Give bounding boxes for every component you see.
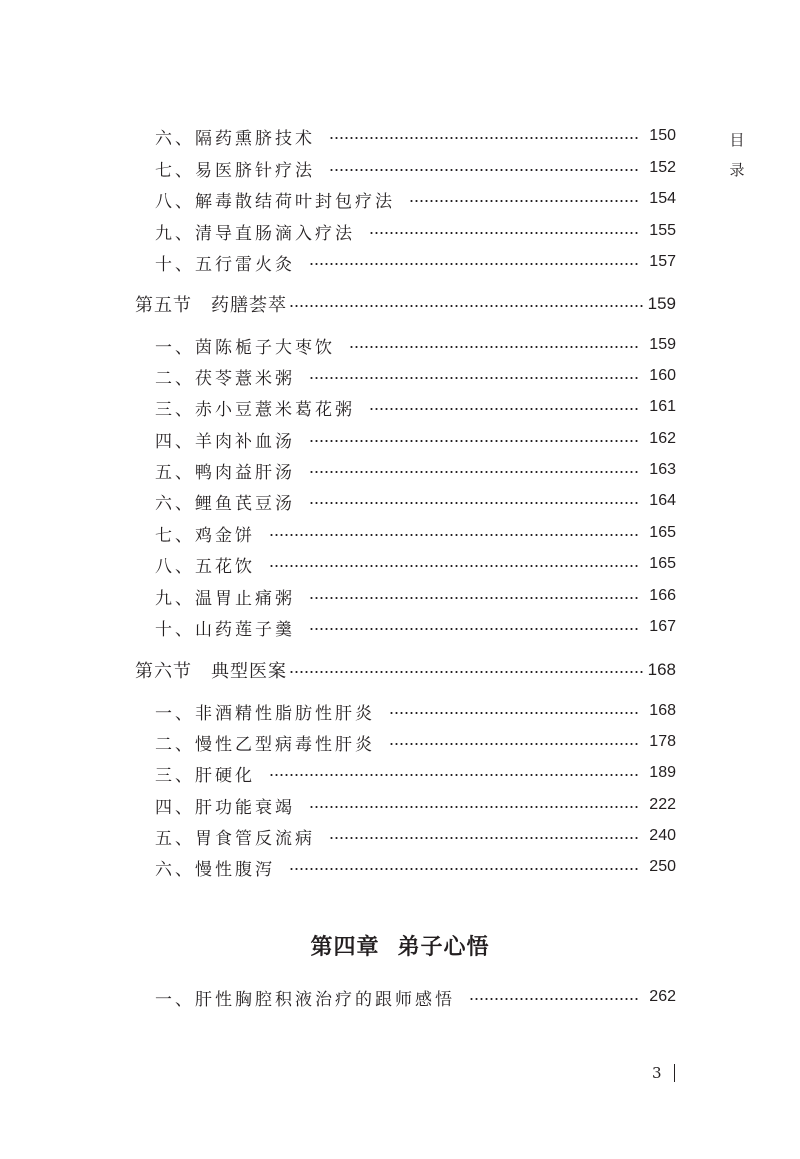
toc-section-heading[interactable] xyxy=(135,291,676,317)
dot-leader xyxy=(309,262,640,266)
toc-entry-title: 三、肝硬化 xyxy=(155,765,255,786)
toc-entry-title: 一、肝性胸腔积液治疗的跟师感悟 xyxy=(155,989,455,1010)
dot-leader xyxy=(289,304,644,308)
toc-entry-title: 一、非酒精性脂肪性肝炎 xyxy=(155,703,375,724)
dot-leader xyxy=(329,168,640,172)
toc-entry[interactable] xyxy=(155,792,676,818)
side-label-char: 目 xyxy=(729,131,745,149)
toc-entry-page: 155 xyxy=(649,222,676,239)
toc-entry-title: 六、慢性腹泻 xyxy=(155,859,275,880)
toc-entry[interactable] xyxy=(155,823,676,849)
toc-entry-title: 七、易医脐针疗法 xyxy=(155,160,315,181)
toc-entry-page: 157 xyxy=(649,253,676,270)
toc-entry[interactable] xyxy=(155,457,676,483)
toc-side-label xyxy=(727,125,747,185)
toc-entry-page: 167 xyxy=(649,618,676,635)
toc-entry[interactable] xyxy=(155,520,676,546)
toc-entry-page: 163 xyxy=(649,461,676,478)
toc-entry-page: 166 xyxy=(649,587,676,604)
dot-leader xyxy=(289,670,644,674)
chapter-number: 第四章 xyxy=(310,934,380,960)
dot-leader xyxy=(389,742,640,746)
toc-entry-title: 二、茯苓薏米粥 xyxy=(155,368,295,389)
toc-entry-title: 四、羊肉补血汤 xyxy=(155,431,295,452)
toc-entry-page: 165 xyxy=(649,555,676,572)
toc-section-page: 168 xyxy=(647,660,676,679)
toc-entry-page: 164 xyxy=(649,492,676,509)
toc-entry-page: 152 xyxy=(649,159,676,176)
toc-entry-page: 161 xyxy=(649,398,676,415)
toc-entry-title: 一、茵陈栀子大枣饮 xyxy=(155,337,335,358)
toc-section-page: 159 xyxy=(647,294,676,313)
dot-leader xyxy=(469,997,640,1001)
toc-entry-page: 222 xyxy=(649,796,676,813)
dot-leader xyxy=(309,376,640,380)
toc-entry[interactable] xyxy=(155,123,676,149)
toc-entry-page: 165 xyxy=(649,524,676,541)
toc-entry[interactable] xyxy=(155,186,676,212)
toc-entry[interactable] xyxy=(155,614,676,640)
dot-leader xyxy=(309,470,640,474)
toc-entry-title: 六、鲤鱼芪豆汤 xyxy=(155,493,295,514)
toc-entry-page: 162 xyxy=(649,430,676,447)
toc-section-title: 第六节 典型医案 xyxy=(135,661,287,682)
toc-section-title: 第五节 药膳荟萃 xyxy=(135,295,287,316)
toc-entry-title: 八、解毒散结荷叶封包疗法 xyxy=(155,191,395,212)
toc-entry-page: 160 xyxy=(649,367,676,384)
toc-entry[interactable] xyxy=(155,698,676,724)
toc-entry-title: 八、五花饮 xyxy=(155,556,255,577)
dot-leader xyxy=(269,533,640,537)
side-label-char: 录 xyxy=(729,161,745,179)
toc-entry[interactable] xyxy=(155,854,676,880)
toc-entry-page: 159 xyxy=(649,336,676,353)
toc-entry-title: 七、鸡金饼 xyxy=(155,525,255,546)
toc-entry-title: 三、赤小豆薏米葛花粥 xyxy=(155,399,355,420)
toc-entry-page: 262 xyxy=(649,988,676,1005)
toc-entry[interactable] xyxy=(155,155,676,181)
toc-entry-title: 四、肝功能衰竭 xyxy=(155,797,295,818)
dot-leader xyxy=(329,836,640,840)
toc-entry-page: 150 xyxy=(649,127,676,144)
toc-entry[interactable] xyxy=(155,488,676,514)
page-number: 3 xyxy=(652,1064,662,1082)
toc-entry-page: 240 xyxy=(649,827,676,844)
toc-entry[interactable] xyxy=(155,218,676,244)
toc-entry-page: 189 xyxy=(649,764,676,781)
toc-section-heading[interactable] xyxy=(135,657,676,683)
toc-entry-title: 十、山药莲子羹 xyxy=(155,619,295,640)
dot-leader xyxy=(309,501,640,505)
toc-entry-title: 二、慢性乙型病毒性肝炎 xyxy=(155,734,375,755)
dot-leader xyxy=(309,627,640,631)
toc-entry[interactable] xyxy=(155,426,676,452)
toc-entry[interactable] xyxy=(155,249,676,275)
dot-leader xyxy=(329,136,640,140)
toc-entry-page: 178 xyxy=(649,733,676,750)
toc-entry[interactable] xyxy=(155,760,676,786)
toc-entry[interactable] xyxy=(155,363,676,389)
toc-entry-title: 十、五行雷火灸 xyxy=(155,254,295,275)
toc-entry-page: 168 xyxy=(649,702,676,719)
dot-leader xyxy=(269,773,640,777)
toc-entry-title: 九、清导直肠滴入疗法 xyxy=(155,223,355,244)
toc-entry-title: 五、胃食管反流病 xyxy=(155,828,315,849)
toc-entry[interactable] xyxy=(155,583,676,609)
toc-entry[interactable] xyxy=(155,984,676,1010)
toc-entry-title: 五、鸭肉益肝汤 xyxy=(155,462,295,483)
toc-entry[interactable] xyxy=(155,332,676,358)
dot-leader xyxy=(269,564,640,568)
chapter-heading[interactable] xyxy=(0,930,800,961)
toc-entry[interactable] xyxy=(155,729,676,755)
dot-leader xyxy=(309,439,640,443)
dot-leader xyxy=(409,199,640,203)
dot-leader xyxy=(389,711,640,715)
toc-entry-page: 154 xyxy=(649,190,676,207)
toc-entry[interactable] xyxy=(155,394,676,420)
toc-entry[interactable] xyxy=(155,551,676,577)
toc-entry-title: 九、温胃止痛粥 xyxy=(155,588,295,609)
dot-leader xyxy=(309,596,640,600)
dot-leader xyxy=(289,867,640,871)
dot-leader xyxy=(369,231,640,235)
dot-leader xyxy=(349,345,640,349)
page-footer xyxy=(652,1064,675,1082)
dot-leader xyxy=(309,805,640,809)
chapter-title: 弟子心悟 xyxy=(397,934,490,960)
footer-rule xyxy=(674,1064,675,1082)
toc-entry-page: 250 xyxy=(649,858,676,875)
toc-entry-title: 六、隔药熏脐技术 xyxy=(155,128,315,149)
dot-leader xyxy=(369,407,640,411)
